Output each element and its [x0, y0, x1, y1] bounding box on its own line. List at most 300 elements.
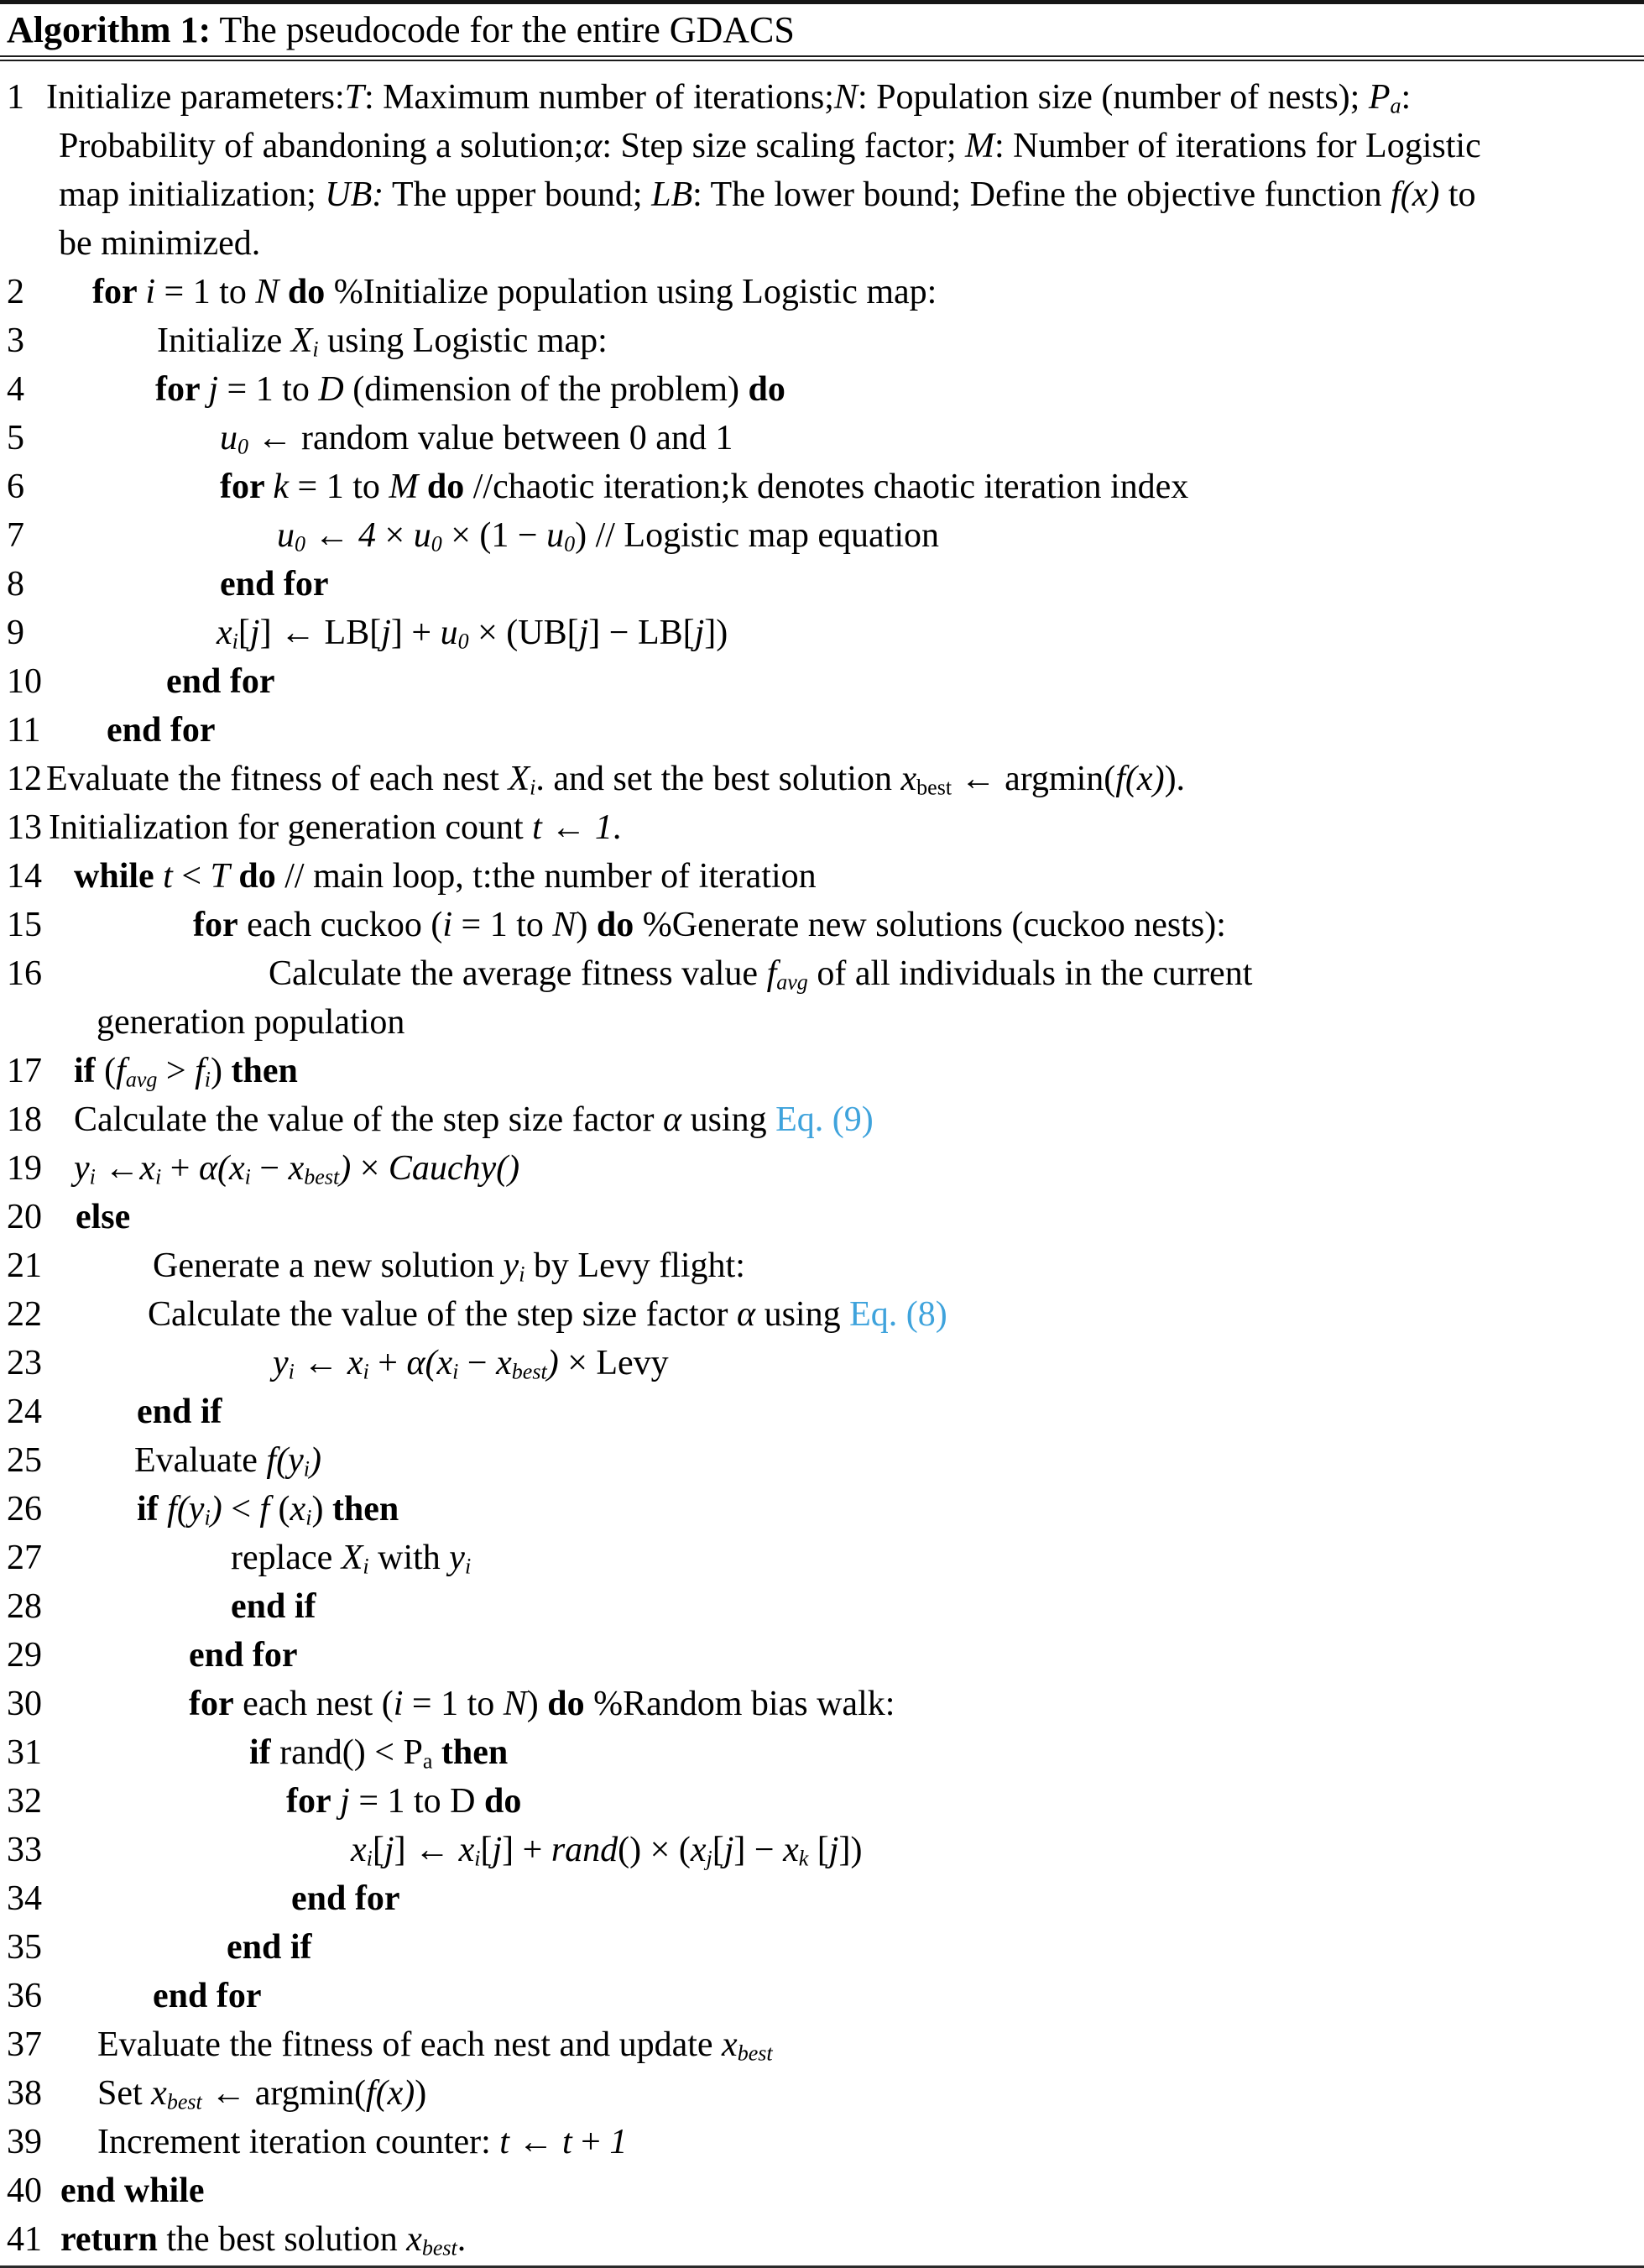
text-segment	[230, 857, 239, 896]
text-segment: end if	[137, 1393, 222, 1431]
line-text	[76, 1193, 130, 1241]
text-segment: ←	[541, 808, 595, 847]
text-segment: f(x)	[1115, 760, 1165, 798]
text-segment: for	[193, 906, 238, 944]
line-text	[97, 2118, 627, 2166]
algo-line-19	[0, 1144, 1644, 1193]
algo-line-7	[0, 511, 1644, 560]
text-segment: [	[480, 1831, 493, 1869]
line-number: 7	[7, 516, 24, 555]
text-segment	[331, 1782, 341, 1821]
line-number: 24	[7, 1393, 42, 1431]
text-segment: UB:	[325, 175, 384, 214]
text-segment: ←	[509, 2123, 562, 2161]
text-segment: α	[663, 1100, 682, 1139]
text-segment: 4	[358, 516, 377, 555]
text-segment: )	[576, 906, 597, 944]
text-segment: i	[474, 1846, 481, 1871]
header-rule	[0, 55, 1644, 61]
text-segment	[418, 468, 427, 506]
line-number: 8	[7, 565, 24, 604]
text-segment: j	[381, 614, 391, 652]
text-segment: ] − LB[	[588, 614, 695, 652]
text-segment: do	[547, 1685, 585, 1723]
text-segment: end for	[189, 1636, 298, 1675]
text-segment: j	[723, 1831, 734, 1869]
text-segment: ] +	[502, 1831, 551, 1869]
text-segment: : Maximum number of iterations;	[364, 78, 834, 117]
line-number: 2	[7, 273, 24, 311]
text-segment: i	[464, 1554, 472, 1579]
text-segment: = 1 to D	[349, 1782, 484, 1821]
text-segment: i	[530, 775, 536, 800]
text-segment: f	[195, 1052, 205, 1090]
text-segment: u	[413, 516, 431, 555]
text-segment: do	[748, 370, 785, 409]
text-segment: using Logistic map:	[318, 321, 608, 360]
algorithm-label: Algorithm 1:	[7, 9, 211, 50]
text-segment: x	[139, 1149, 156, 1188]
text-segment: each nest (	[233, 1685, 394, 1723]
text-segment: (	[95, 1052, 117, 1090]
line-number: 16	[7, 954, 42, 993]
line-text	[155, 365, 785, 414]
text-segment: T	[344, 78, 365, 117]
text-segment: )	[526, 1685, 548, 1723]
algo-line-34	[0, 1874, 1644, 1923]
text-segment: best	[304, 1164, 340, 1189]
text-segment: .	[457, 2220, 467, 2259]
text-segment: %Initialize population using Logistic map:	[325, 273, 937, 311]
algo-line-15	[0, 901, 1644, 949]
text-segment: α	[583, 127, 603, 165]
text-segment: y	[273, 1344, 289, 1382]
line-number: 11	[7, 711, 41, 750]
text-segment: t	[532, 808, 542, 847]
text-segment: while	[74, 857, 154, 896]
text-segment: end for	[166, 662, 275, 701]
text-segment: f(x)	[1391, 175, 1440, 214]
line-number: 26	[7, 1490, 42, 1529]
line-text	[291, 1874, 400, 1923]
text-segment: Initialize parameters:	[46, 78, 345, 117]
text-segment: x	[217, 614, 232, 652]
text-segment: −	[458, 1344, 497, 1382]
text-segment: then	[441, 1733, 509, 1772]
text-segment	[159, 1490, 168, 1529]
line-number: 1	[7, 78, 24, 117]
text-segment: ×	[351, 1149, 389, 1188]
text-segment: k	[273, 468, 290, 506]
text-segment: then	[331, 1490, 399, 1529]
text-segment: i	[204, 1505, 211, 1530]
text-segment: best	[737, 2041, 773, 2066]
text-segment: x	[436, 1344, 453, 1382]
line-number: 10	[7, 662, 42, 701]
text-segment: t	[561, 2123, 572, 2161]
text-segment: by Levy flight:	[525, 1246, 745, 1285]
text-segment: j	[340, 1782, 350, 1821]
text-segment: <	[172, 857, 211, 896]
line-number: 4	[7, 370, 24, 409]
text-segment: ×	[376, 516, 414, 555]
text-segment: // main loop, t:the number of iteration	[275, 857, 817, 896]
line-number: 20	[7, 1198, 42, 1236]
text-segment: y	[449, 1539, 465, 1577]
text-segment: LB	[651, 175, 693, 214]
text-segment: y	[503, 1246, 519, 1285]
text-segment	[154, 857, 164, 896]
text-segment: () × (	[618, 1831, 691, 1869]
line-number: 36	[7, 1977, 42, 2015]
text-segment: end while	[60, 2171, 205, 2210]
text-segment: Initialization for generation count	[49, 808, 533, 847]
text-segment: for	[220, 468, 274, 506]
line-number: 38	[7, 2074, 42, 2113]
algo-line-4	[0, 365, 1644, 414]
algo-line-32	[0, 1777, 1644, 1826]
line-number: 13	[7, 808, 42, 847]
text-segment: )	[339, 1149, 352, 1188]
line-number: 22	[7, 1295, 42, 1334]
text-segment: i	[363, 1554, 369, 1579]
text-segment: D	[318, 370, 344, 409]
text-segment: ])	[838, 1831, 863, 1869]
text-segment: j	[208, 370, 219, 409]
text-segment: x	[496, 1344, 512, 1382]
text-segment: x	[690, 1831, 707, 1869]
text-segment: x	[290, 1490, 306, 1529]
text-segment: a	[422, 1748, 433, 1774]
text-segment: ] ←	[394, 1831, 459, 1869]
algo-line-1-wrap	[0, 122, 1644, 170]
text-segment: j	[492, 1831, 503, 1869]
text-segment: ] ← LB[	[259, 614, 382, 652]
text-segment: :	[1401, 78, 1412, 117]
line-text	[97, 998, 404, 1047]
line-text	[220, 560, 329, 609]
text-segment: do	[596, 906, 634, 944]
line-text	[59, 122, 1481, 170]
text-segment: Calculate the average fitness value	[269, 954, 767, 993]
text-segment: end for	[291, 1879, 400, 1918]
text-segment: x	[722, 2025, 738, 2064]
line-number: 32	[7, 1782, 42, 1821]
text-segment: then	[231, 1052, 298, 1090]
line-text	[74, 852, 817, 901]
text-segment: best	[166, 2089, 202, 2114]
text-segment: Calculate the value of the step size factor	[74, 1100, 664, 1139]
text-segment: )	[210, 1490, 222, 1529]
text-segment: )	[415, 2074, 427, 2113]
text-segment: i	[519, 1262, 525, 1287]
algo-line-36	[0, 1972, 1644, 2020]
text-segment: [	[372, 1831, 384, 1869]
line-number: 3	[7, 321, 24, 360]
text-segment: do	[484, 1782, 522, 1821]
text-segment: Evaluate	[134, 1441, 267, 1480]
text-segment: 0	[295, 531, 306, 557]
algo-line-41	[0, 2215, 1644, 2264]
text-segment: f	[116, 1052, 126, 1090]
text-segment: T	[210, 857, 230, 896]
algo-line-3	[0, 316, 1644, 365]
text-segment: i	[393, 1685, 404, 1723]
text-segment: x	[347, 1344, 363, 1382]
text-segment: × Levy	[558, 1344, 669, 1382]
text-segment: if	[249, 1733, 271, 1772]
text-segment: j	[706, 1846, 712, 1871]
text-segment: f(x)	[365, 2074, 415, 2113]
line-text	[231, 1582, 316, 1631]
line-text	[49, 803, 621, 852]
algo-line-5	[0, 414, 1644, 462]
algo-line-12	[0, 755, 1644, 803]
line-number: 27	[7, 1539, 42, 1577]
text-segment: ] +	[390, 614, 441, 652]
text-segment: 1	[609, 2123, 628, 2161]
text-segment: Calculate the value of the step size factor	[148, 1295, 738, 1334]
text-segment: do	[238, 857, 276, 896]
text-segment: ←	[294, 1344, 347, 1382]
text-segment: +	[161, 1149, 199, 1188]
algorithm-title: The pseudocode for the entire GDACS	[211, 9, 795, 50]
text-segment: for	[189, 1685, 234, 1723]
text-segment: a	[1390, 93, 1401, 118]
text-segment: i	[363, 1359, 369, 1384]
text-segment: ←	[95, 1149, 140, 1188]
algo-line-33	[0, 1826, 1644, 1874]
algo-line-18	[0, 1095, 1644, 1144]
text-segment: map initialization;	[59, 175, 326, 214]
text-segment: ).	[1164, 760, 1186, 798]
algo-line-21	[0, 1241, 1644, 1290]
text-segment: t	[499, 2123, 509, 2161]
line-number: 12	[7, 760, 42, 798]
text-segment: = 1 to	[452, 906, 553, 944]
text-segment: +	[368, 1344, 407, 1382]
text-segment: The upper bound;	[384, 175, 652, 214]
text-segment: i	[145, 273, 156, 311]
eq-link[interactable]: Eq. (9)	[775, 1100, 874, 1139]
line-number: 5	[7, 419, 24, 457]
line-text	[227, 1923, 312, 1972]
text-segment: end for	[220, 565, 329, 604]
line-text	[153, 1972, 262, 2020]
text-segment: j	[694, 614, 705, 652]
text-segment: : The lower bound; Define the objective function	[692, 175, 1391, 214]
text-segment: [	[237, 614, 250, 652]
text-segment: u	[277, 516, 295, 555]
text-segment: generation population	[97, 1003, 405, 1042]
text-segment: α(	[406, 1344, 437, 1382]
text-segment: %Random bias walk:	[584, 1685, 895, 1723]
text-segment: best	[511, 1359, 547, 1384]
text-segment: [	[808, 1831, 829, 1869]
line-number: 6	[7, 468, 24, 506]
text-segment: rand() < P	[270, 1733, 423, 1772]
algo-line-9	[0, 609, 1644, 657]
text-segment: f	[766, 954, 777, 993]
line-text	[148, 1290, 947, 1339]
algo-line-16-wrap	[0, 998, 1644, 1047]
text-segment: for	[155, 370, 209, 409]
text-segment: Generate a new solution	[153, 1246, 504, 1285]
algo-line-28	[0, 1582, 1644, 1631]
text-segment: y	[74, 1149, 90, 1188]
line-text	[193, 901, 1226, 949]
algo-line-40	[0, 2166, 1644, 2215]
text-segment: each cuckoo (	[237, 906, 443, 944]
text-segment: u	[546, 516, 565, 555]
line-text	[60, 2215, 466, 2268]
text-segment: i	[232, 629, 238, 654]
text-segment: f(y	[167, 1490, 205, 1529]
text-segment: +	[571, 2123, 610, 2161]
algo-line-37	[0, 2020, 1644, 2069]
text-segment: 0	[237, 434, 249, 459]
text-segment: if	[137, 1490, 159, 1529]
text-segment: i	[366, 1846, 373, 1871]
text-segment: )	[546, 1344, 559, 1382]
text-segment	[432, 1733, 441, 1772]
text-segment: X	[341, 1539, 363, 1577]
text-segment: return	[60, 2220, 158, 2259]
text-segment: N	[255, 273, 279, 311]
algo-line-31	[0, 1728, 1644, 1777]
text-segment: <	[222, 1490, 260, 1529]
line-number: 34	[7, 1879, 42, 1918]
text-segment: best	[421, 2235, 457, 2260]
text-segment: Evaluate the fitness of each nest and update	[97, 2025, 723, 2064]
text-segment: . and set the best solution	[535, 760, 901, 798]
text-segment: N	[503, 1685, 527, 1723]
text-segment: M	[965, 127, 995, 165]
text-segment: i	[442, 906, 453, 944]
text-segment: )	[211, 1052, 232, 1090]
text-segment: 0	[564, 531, 576, 557]
text-segment: (dimension of the problem)	[343, 370, 749, 409]
text-segment: Initialize	[157, 321, 291, 360]
line-number: 28	[7, 1587, 42, 1626]
text-segment: = 1 to	[218, 370, 319, 409]
text-segment: P	[1368, 78, 1391, 117]
line-text	[189, 1631, 298, 1680]
text-segment: using	[755, 1295, 850, 1334]
text-segment: i	[305, 1505, 312, 1530]
algo-line-1	[0, 73, 1644, 122]
line-text	[286, 1777, 521, 1826]
line-text	[220, 462, 1188, 511]
text-segment: )	[309, 1441, 321, 1480]
text-segment: be minimized.	[59, 224, 261, 263]
line-number: 18	[7, 1100, 42, 1139]
text-segment: : Population size (number of nests);	[857, 78, 1369, 117]
text-segment: i	[155, 1164, 162, 1189]
line-text	[60, 2166, 205, 2215]
text-segment: ← argmin(	[201, 2074, 366, 2113]
algo-line-17	[0, 1047, 1644, 1095]
text-segment: do	[287, 273, 326, 311]
line-number: 23	[7, 1344, 42, 1382]
line-text	[59, 170, 1476, 219]
algo-line-26	[0, 1485, 1644, 1534]
text-segment: X	[508, 760, 530, 798]
text-segment: α(	[198, 1149, 230, 1188]
line-number: 19	[7, 1149, 42, 1188]
text-segment: f(y	[266, 1441, 304, 1480]
algo-line-35	[0, 1923, 1644, 1972]
line-number: 39	[7, 2123, 42, 2161]
line-number: 25	[7, 1441, 42, 1480]
algo-line-14	[0, 852, 1644, 901]
text-segment: ← argmin(	[952, 760, 1116, 798]
text-segment: ←	[305, 516, 359, 555]
text-segment: x	[151, 2074, 167, 2113]
text-segment: = 1 to	[403, 1685, 504, 1723]
line-number: 33	[7, 1831, 42, 1869]
algo-line-30	[0, 1680, 1644, 1728]
text-segment: N	[552, 906, 577, 944]
algo-line-10	[0, 657, 1644, 706]
text-segment: Set	[97, 2074, 152, 2113]
text-segment: ] −	[733, 1831, 784, 1869]
text-segment: Increment iteration counter:	[97, 2123, 500, 2161]
algo-line-11	[0, 706, 1644, 755]
algo-line-29	[0, 1631, 1644, 1680]
text-segment: ])	[704, 614, 728, 652]
text-segment: if	[74, 1052, 96, 1090]
text-segment: α	[737, 1295, 756, 1334]
algo-line-16	[0, 949, 1644, 998]
text-segment: t	[163, 857, 173, 896]
line-number: 17	[7, 1052, 42, 1090]
text-segment: i	[89, 1164, 96, 1189]
line-text	[92, 268, 937, 316]
algorithm-header	[0, 4, 1644, 55]
algo-line-24	[0, 1387, 1644, 1436]
text-segment: of all individuals in the current	[807, 954, 1253, 993]
algo-line-38	[0, 2069, 1644, 2118]
line-text	[137, 1387, 222, 1436]
text-segment: × (UB[	[468, 614, 579, 652]
algo-line-6	[0, 462, 1644, 511]
text-segment: 0	[457, 629, 469, 654]
line-number: 15	[7, 906, 42, 944]
text-segment: j	[249, 614, 260, 652]
text-segment: rand	[551, 1831, 618, 1869]
line-number: 40	[7, 2171, 42, 2210]
algorithm-body	[0, 61, 1644, 2264]
text-segment: x	[351, 1831, 367, 1869]
text-segment: for	[286, 1782, 331, 1821]
text-segment: replace	[231, 1539, 342, 1577]
algo-line-8	[0, 560, 1644, 609]
text-segment: u	[440, 614, 458, 652]
algo-line-27	[0, 1534, 1644, 1582]
line-number: 21	[7, 1246, 42, 1285]
eq-link[interactable]: Eq. (8)	[849, 1295, 947, 1334]
text-segment: i	[452, 1359, 459, 1384]
text-segment: >	[157, 1052, 196, 1090]
text-segment: x	[783, 1831, 799, 1869]
text-segment: end for	[153, 1977, 262, 2015]
line-number: 29	[7, 1636, 42, 1675]
text-segment: k	[798, 1846, 809, 1871]
text-segment: Cauchy()	[388, 1149, 520, 1188]
text-segment: else	[76, 1198, 131, 1236]
text-segment: x	[458, 1831, 475, 1869]
